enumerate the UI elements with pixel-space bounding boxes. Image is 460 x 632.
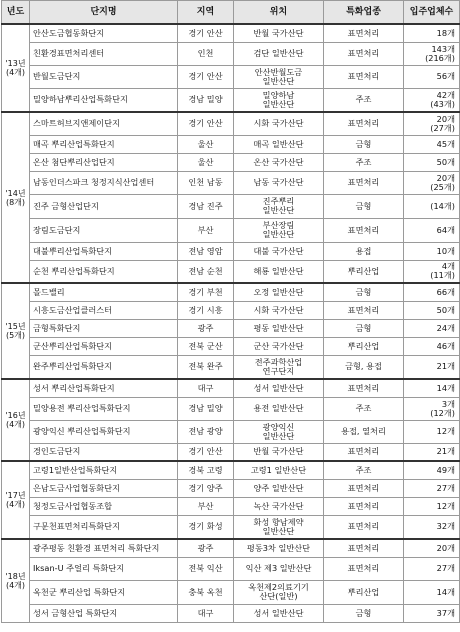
industry-cell: 주조 (324, 153, 404, 171)
region-cell: 경남 진주 (178, 194, 234, 218)
industry-cell: 용접, 열처리 (324, 420, 404, 443)
year-cell: '17년 (4개) (2, 461, 30, 539)
companies-cell: 21개 (404, 355, 460, 379)
companies-cell: 50개 (404, 301, 460, 319)
region-cell: 전남 영암 (178, 242, 234, 260)
industry-cell: 뿌리산업 (324, 260, 404, 283)
companies-cell: 46개 (404, 337, 460, 355)
region-cell: 경기 시흥 (178, 301, 234, 319)
name-cell: 대불뿌리산업특화단지 (30, 242, 178, 260)
industry-cell: 표면처리 (324, 539, 404, 557)
location-cell: 전주과학산업 연구단지 (234, 355, 324, 379)
location-cell: 안산반월도금 일반산단 (234, 65, 324, 88)
table-row (2, 319, 460, 337)
companies-cell: 42개 (43개) (404, 88, 460, 112)
name-cell: 장림도금단지 (30, 218, 178, 242)
header-companies: 입주업체수 (404, 1, 460, 25)
companies-cell: 49개 (404, 461, 460, 479)
industry-cell: 표면처리 (324, 443, 404, 461)
location-cell: 옥천제2의료기기 산단(일반) (234, 580, 324, 604)
companies-cell: 50개 (404, 153, 460, 171)
region-cell: 인천 남동 (178, 171, 234, 194)
region-cell: 전남 광양 (178, 420, 234, 443)
industry-cell: 표면처리 (324, 42, 404, 65)
name-cell: Iksan-U 주얼리 특화단지 (30, 557, 178, 580)
location-cell: 익산 제3 일반산단 (234, 557, 324, 580)
header-row (2, 1, 460, 25)
companies-cell: 37개 (404, 604, 460, 622)
location-cell: 화성 향남제약 일반산단 (234, 515, 324, 539)
year-cell: '15년 (5개) (2, 283, 30, 379)
table-row (2, 301, 460, 319)
name-cell: 성서 뿌리산업특화단지 (30, 379, 178, 397)
companies-cell: 3개 (12개) (404, 397, 460, 420)
companies-cell: 64개 (404, 218, 460, 242)
location-cell: 오정 일반산단 (234, 283, 324, 301)
name-cell: 남동인더스파크 청정지식산업센터 (30, 171, 178, 194)
table-row (2, 171, 460, 194)
companies-cell: 66개 (404, 283, 460, 301)
industry-cell: 표면처리 (324, 479, 404, 497)
industry-cell: 표면처리 (324, 171, 404, 194)
table-row (2, 242, 460, 260)
table-row (2, 135, 460, 153)
location-cell: 성서 일반산단 (234, 604, 324, 622)
header-name: 단지명 (30, 1, 178, 25)
region-cell: 전북 완주 (178, 355, 234, 379)
location-cell: 용전 일반산단 (234, 397, 324, 420)
location-cell: 고령1 일반산단 (234, 461, 324, 479)
companies-cell: 14개 (404, 379, 460, 397)
region-cell: 인천 (178, 42, 234, 65)
name-cell: 완주뿌리산업특화단지 (30, 355, 178, 379)
industry-cell: 금형 (324, 319, 404, 337)
location-cell: 반월 국가산단 (234, 24, 324, 42)
name-cell: 경인도금단지 (30, 443, 178, 461)
region-cell: 경남 밀양 (178, 88, 234, 112)
name-cell: 온산 첨단뿌리산업단지 (30, 153, 178, 171)
header-year: 년도 (2, 1, 30, 25)
region-cell: 경기 안산 (178, 65, 234, 88)
name-cell: 시흥도금산업클러스터 (30, 301, 178, 319)
location-cell: 광양익신 일반산단 (234, 420, 324, 443)
name-cell: 진주 금형산업단지 (30, 194, 178, 218)
industry-cell: 용접 (324, 242, 404, 260)
name-cell: 친환경표면처리센터 (30, 42, 178, 65)
location-cell: 성서 일반산단 (234, 379, 324, 397)
location-cell: 양주 일반산단 (234, 479, 324, 497)
table-row (2, 580, 460, 604)
name-cell: 안산도금협동화단지 (30, 24, 178, 42)
companies-cell: 20개 (404, 539, 460, 557)
companies-cell: (14개) (404, 194, 460, 218)
location-cell: 녹산 국가산단 (234, 497, 324, 515)
table-row (2, 479, 460, 497)
companies-cell: 45개 (404, 135, 460, 153)
industry-cell: 표면처리 (324, 379, 404, 397)
companies-cell: 20개 (25개) (404, 171, 460, 194)
location-cell: 군산 국가산단 (234, 337, 324, 355)
name-cell: 옥천군 뿌리산업 특화단지 (30, 580, 178, 604)
location-cell: 평동3차 일반산단 (234, 539, 324, 557)
location-cell: 대불 국가산단 (234, 242, 324, 260)
table-row (2, 153, 460, 171)
industry-cell: 표면처리 (324, 515, 404, 539)
name-cell: 스마트허브지앤제이단지 (30, 112, 178, 135)
location-cell: 시화 국가산단 (234, 112, 324, 135)
companies-cell: 27개 (404, 479, 460, 497)
region-cell: 부산 (178, 218, 234, 242)
industry-cell: 표면처리 (324, 112, 404, 135)
name-cell: 몰드밸리 (30, 283, 178, 301)
header-location: 위치 (234, 1, 324, 25)
companies-cell: 18개 (404, 24, 460, 42)
industry-cell: 주조 (324, 88, 404, 112)
companies-cell: 12개 (404, 497, 460, 515)
industry-cell: 뿌리산업 (324, 580, 404, 604)
table-row (2, 515, 460, 539)
table-row (2, 218, 460, 242)
name-cell: 고령1일반산업특화단지 (30, 461, 178, 479)
year-cell: '18년 (4개) (2, 539, 30, 622)
industry-cell: 금형, 용접 (324, 355, 404, 379)
region-cell: 경기 안산 (178, 443, 234, 461)
companies-cell: 14개 (404, 580, 460, 604)
table-row (2, 24, 460, 42)
location-cell: 반월 국가산단 (234, 443, 324, 461)
year-cell: '16년 (4개) (2, 379, 30, 461)
location-cell: 진주뿌리 일반산단 (234, 194, 324, 218)
name-cell: 반월도금단지 (30, 65, 178, 88)
region-cell: 대구 (178, 379, 234, 397)
companies-cell: 56개 (404, 65, 460, 88)
location-cell: 검단 일반산단 (234, 42, 324, 65)
companies-cell: 4개 (11개) (404, 260, 460, 283)
table-row (2, 112, 460, 135)
location-cell: 온산 국가산단 (234, 153, 324, 171)
table-row (2, 557, 460, 580)
industry-cell: 금형 (324, 604, 404, 622)
region-cell: 전남 순천 (178, 260, 234, 283)
region-cell: 경기 안산 (178, 24, 234, 42)
location-cell: 평동 일반산단 (234, 319, 324, 337)
name-cell: 매곡 뿌리산업특화단지 (30, 135, 178, 153)
region-cell: 전북 군산 (178, 337, 234, 355)
companies-cell: 20개 (27개) (404, 112, 460, 135)
table-row (2, 337, 460, 355)
name-cell: 순천 뿌리산업특화단지 (30, 260, 178, 283)
location-cell: 부산장림 일반산단 (234, 218, 324, 242)
industry-cell: 주조 (324, 397, 404, 420)
industry-cell: 금형 (324, 283, 404, 301)
region-cell: 광주 (178, 539, 234, 557)
region-cell: 경남 밀양 (178, 397, 234, 420)
name-cell: 광양익신 뿌리산업특화단지 (30, 420, 178, 443)
region-cell: 충북 옥천 (178, 580, 234, 604)
industry-cell: 표면처리 (324, 301, 404, 319)
region-cell: 부산 (178, 497, 234, 515)
companies-cell: 143개 (216개) (404, 42, 460, 65)
table-row (2, 260, 460, 283)
region-cell: 경기 양주 (178, 479, 234, 497)
table-row (2, 283, 460, 301)
table-row (2, 397, 460, 420)
table-row (2, 355, 460, 379)
region-cell: 울산 (178, 135, 234, 153)
year-cell: '13년 (4개) (2, 24, 30, 112)
industry-cell: 금형 (324, 194, 404, 218)
companies-cell: 21개 (404, 443, 460, 461)
industry-cell: 표면처리 (324, 557, 404, 580)
table-row (2, 604, 460, 622)
region-cell: 전북 익산 (178, 557, 234, 580)
name-cell: 밀양하남뿌리산업특화단지 (30, 88, 178, 112)
table-row (2, 194, 460, 218)
header-region: 지역 (178, 1, 234, 25)
table-row (2, 65, 460, 88)
name-cell: 구문천표면처리특화단지 (30, 515, 178, 539)
industry-cell: 주조 (324, 461, 404, 479)
location-cell: 해룡 일반산단 (234, 260, 324, 283)
region-cell: 경북 고령 (178, 461, 234, 479)
location-cell: 매곡 일반산단 (234, 135, 324, 153)
location-cell: 시화 국가산단 (234, 301, 324, 319)
industry-cell: 뿌리산업 (324, 337, 404, 355)
name-cell: 청정도금사업협동조합 (30, 497, 178, 515)
table-row (2, 497, 460, 515)
companies-cell: 10개 (404, 242, 460, 260)
region-cell: 경기 화성 (178, 515, 234, 539)
table-row (2, 539, 460, 557)
region-cell: 대구 (178, 604, 234, 622)
companies-cell: 27개 (404, 557, 460, 580)
table-body (2, 24, 460, 622)
name-cell: 광주평동 친환경 표면처리 특화단지 (30, 539, 178, 557)
name-cell: 성서 금형산업 특화단지 (30, 604, 178, 622)
name-cell: 은남도금사업협동화단지 (30, 479, 178, 497)
table-row (2, 461, 460, 479)
companies-cell: 24개 (404, 319, 460, 337)
header-industry: 특화업종 (324, 1, 404, 25)
location-cell: 밀양하남 일반산단 (234, 88, 324, 112)
name-cell: 군산뿌리산업특화단지 (30, 337, 178, 355)
region-cell: 경기 부천 (178, 283, 234, 301)
name-cell: 금형특화단지 (30, 319, 178, 337)
region-cell: 광주 (178, 319, 234, 337)
industry-cell: 표면처리 (324, 218, 404, 242)
industry-cell: 표면처리 (324, 497, 404, 515)
companies-cell: 32개 (404, 515, 460, 539)
region-cell: 경기 안산 (178, 112, 234, 135)
year-cell: '14년 (8개) (2, 112, 30, 283)
table-row (2, 42, 460, 65)
industry-cell: 표면처리 (324, 24, 404, 42)
location-cell: 남동 국가산단 (234, 171, 324, 194)
industry-cell: 표면처리 (324, 65, 404, 88)
name-cell: 밀양용전 뿌리산업특화단지 (30, 397, 178, 420)
table-row (2, 379, 460, 397)
table-row (2, 443, 460, 461)
companies-cell: 12개 (404, 420, 460, 443)
industry-cell: 금형 (324, 135, 404, 153)
table-row (2, 420, 460, 443)
industrial-complex-table (1, 0, 460, 623)
region-cell: 울산 (178, 153, 234, 171)
table-row (2, 88, 460, 112)
